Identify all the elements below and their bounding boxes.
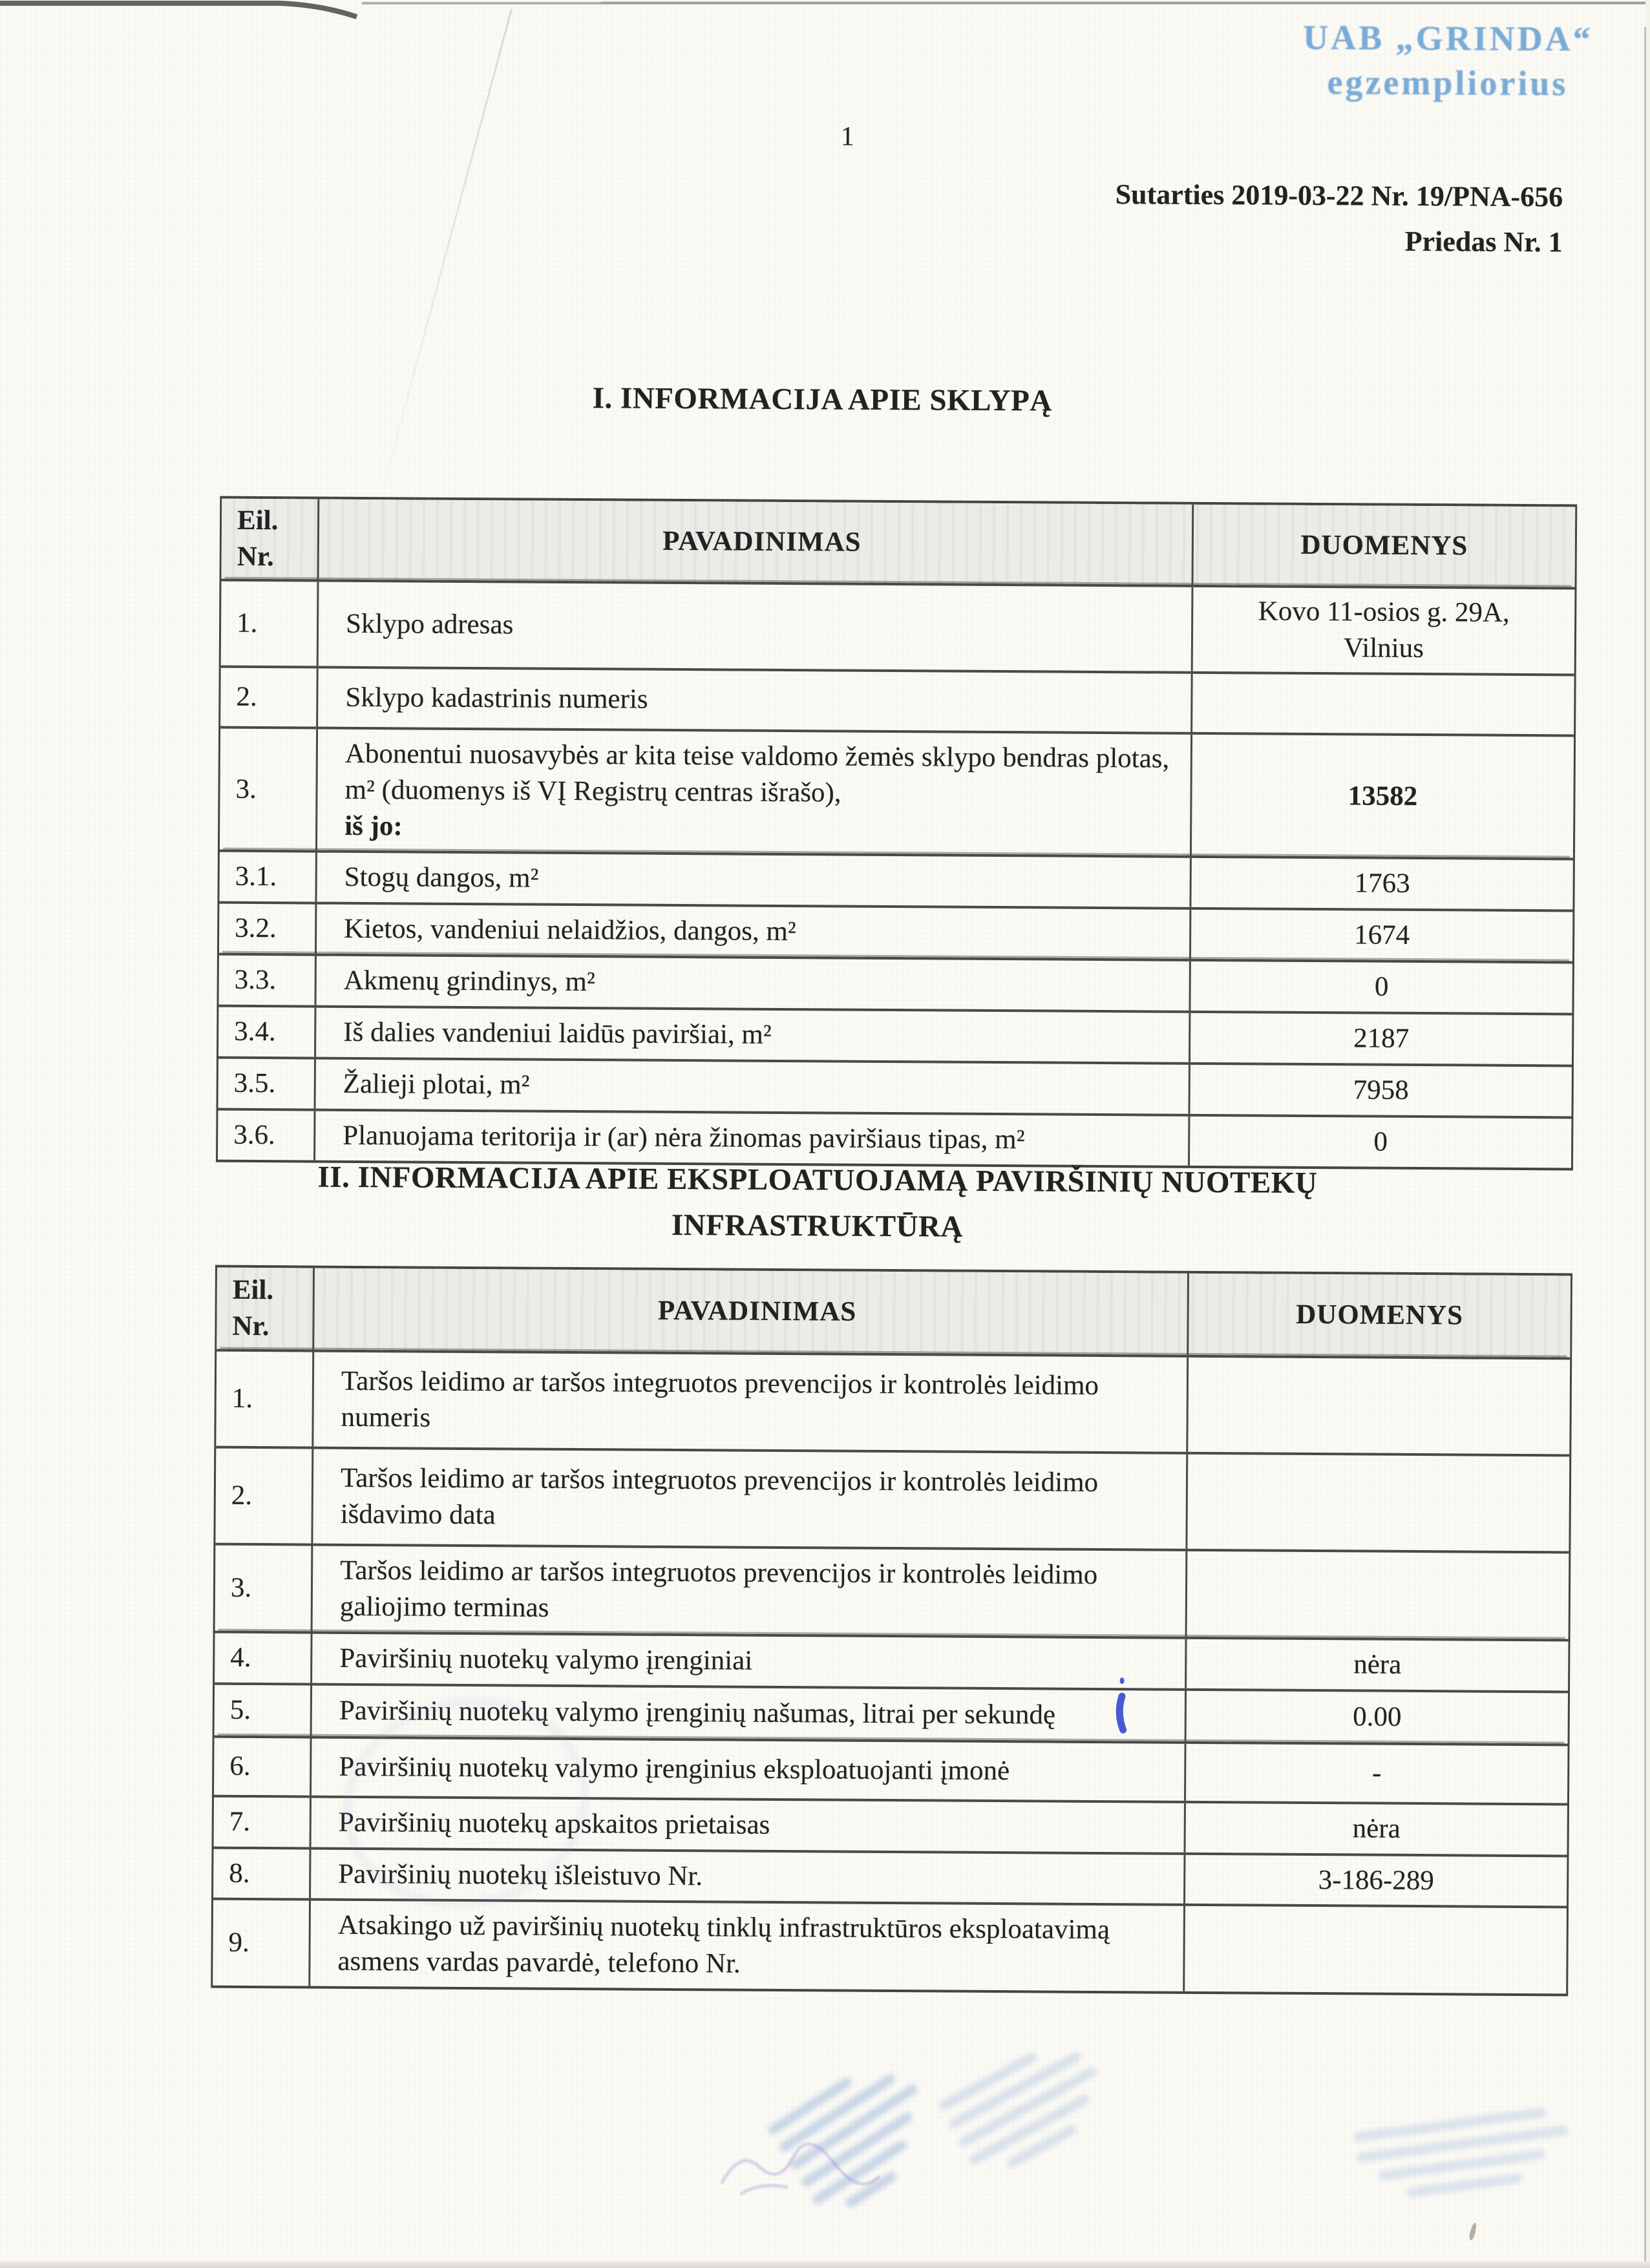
row-value-cell bbox=[1191, 910, 1572, 961]
row-label: Paviršinių nuotekų valymo įrenginius eksploatuojanti įmonė bbox=[339, 1751, 1010, 1786]
header-pavadinimas: PAVADINIMAS bbox=[312, 1268, 1189, 1355]
annex-number-line: Priedas Nr. 1 bbox=[1404, 226, 1563, 258]
bleed-through-stamp-text bbox=[1351, 2094, 1575, 2215]
row-label: Sklypo kadastrinis numeris bbox=[345, 682, 648, 715]
row-label-cell bbox=[311, 1546, 1188, 1637]
row-label: Paviršinių nuotekų valymo įrenginių našumas, litrai per sekundę bbox=[339, 1695, 1056, 1730]
row-value-cell bbox=[1191, 858, 1572, 909]
header-duomenys: DUOMENYS bbox=[1300, 529, 1468, 562]
row-number-cell: 2. bbox=[231, 1480, 253, 1511]
row-label: Paviršinių nuotekų apskaitos prietaisas bbox=[338, 1807, 770, 1840]
table-row bbox=[213, 1898, 1567, 1994]
table-row bbox=[220, 726, 1574, 857]
section2-title bbox=[138, 1153, 1496, 1253]
row-label: Sklypo adresas bbox=[345, 608, 514, 640]
row-number-cell: 9. bbox=[228, 1927, 250, 1958]
row-label: Paviršinių nuotekų išleistuvo Nr. bbox=[338, 1858, 703, 1891]
contract-number-line: Sutarties 2019-03-22 Nr. 19/PNA-656 bbox=[1115, 178, 1563, 213]
signature-bleed-through bbox=[715, 2134, 929, 2212]
row-value: nėra bbox=[1352, 1813, 1401, 1844]
row-label-cell bbox=[317, 582, 1194, 671]
table-row bbox=[218, 1056, 1572, 1117]
row-label-cell bbox=[316, 668, 1193, 731]
row-value-cell bbox=[1185, 1906, 1567, 1993]
row-number-cell: 5. bbox=[229, 1694, 251, 1725]
row-value: nėra bbox=[1353, 1649, 1402, 1680]
header-eil-nr: Eil. Nr. bbox=[232, 1274, 274, 1342]
table-row bbox=[219, 901, 1572, 961]
row-value-cell bbox=[1188, 1358, 1570, 1454]
row-value-cell bbox=[1192, 735, 1574, 858]
row-number-cell: 2. bbox=[236, 681, 257, 712]
row-value: 1763 bbox=[1354, 868, 1410, 899]
row-number-cell: 3.6. bbox=[233, 1119, 275, 1151]
table-row bbox=[221, 578, 1575, 673]
row-number-cell: 3. bbox=[230, 1572, 252, 1603]
row-value: 3-186-289 bbox=[1318, 1864, 1434, 1896]
scanner-right-edge bbox=[1644, 27, 1646, 2263]
row-label-cell bbox=[315, 905, 1191, 959]
stamp-line-1: UAB „GRINDA“ bbox=[1302, 17, 1593, 59]
page-number: 1 bbox=[840, 121, 854, 152]
row-label: Stogų dangos, m² bbox=[344, 862, 539, 894]
table-row bbox=[218, 1005, 1572, 1065]
row-value-cell bbox=[1190, 1013, 1572, 1064]
row-number-cell: 1. bbox=[236, 607, 258, 638]
stamp-line-2: egzempliorius bbox=[1327, 63, 1569, 103]
row-number-cell: 4. bbox=[230, 1642, 251, 1673]
scanner-bottom-edge bbox=[0, 2261, 1650, 2268]
row-value-cell bbox=[1190, 1065, 1571, 1116]
row-value: 7958 bbox=[1353, 1075, 1409, 1106]
row-number-cell: 6. bbox=[229, 1750, 251, 1781]
row-number-cell: 3.3. bbox=[234, 965, 277, 996]
row-label-cell bbox=[315, 853, 1191, 907]
table-row bbox=[215, 1543, 1569, 1639]
section2-title-line2: INFRASTRUKTŪRĄ bbox=[671, 1208, 964, 1244]
header-pavadinimas: PAVADINIMAS bbox=[317, 499, 1194, 585]
row-number-cell: 7. bbox=[229, 1806, 251, 1837]
table-header-row bbox=[222, 499, 1576, 587]
section1-title: I. INFORMACIJA APIE SKLYPĄ bbox=[592, 381, 1052, 418]
row-value: 0 bbox=[1374, 971, 1389, 1002]
row-number-cell: 3.5. bbox=[233, 1067, 276, 1099]
contract-reference bbox=[1115, 172, 1563, 266]
section2-title-line1: II. INFORMACIJA APIE EKSPLOATUOJAMĄ PAVIRŠINIŲ NUOTEKŲ bbox=[317, 1160, 1318, 1201]
row-value-cell bbox=[1193, 587, 1575, 674]
row-value-cell bbox=[1186, 1803, 1567, 1854]
row-label-cell bbox=[315, 729, 1192, 856]
row-value-cell bbox=[1187, 1639, 1568, 1690]
row-value-cell bbox=[1187, 1454, 1569, 1551]
table-row bbox=[216, 1349, 1570, 1454]
row-value: Kovo 11-osios g. 29A, Vilnius bbox=[1258, 596, 1510, 664]
row-label-bold: iš jo: bbox=[344, 810, 403, 841]
row-label: Akmenų grindinys, m² bbox=[343, 965, 595, 998]
row-label-cell bbox=[312, 1352, 1189, 1452]
row-number-cell: 8. bbox=[229, 1858, 250, 1889]
row-value: 0 bbox=[1373, 1126, 1388, 1157]
bleed-through-stamp-text bbox=[932, 2020, 1123, 2194]
row-number-cell: 3.4. bbox=[234, 1016, 276, 1047]
row-label-cell bbox=[311, 1449, 1188, 1549]
row-label-cell bbox=[314, 1060, 1190, 1114]
row-label: Taršos leidimo ar taršos integruotos prevencijos ir kontrolės leidimo galiojimo terminas bbox=[339, 1555, 1098, 1623]
row-value-cell bbox=[1192, 674, 1574, 735]
row-label: Atsakingo už paviršinių nuotekų tinklų infrastruktūros eksploatavimą asmens vardas pavardė, telefono Nr. bbox=[337, 1910, 1110, 1979]
row-label: Taršos leidimo ar taršos integruotos prevencijos ir kontrolės leidimo numeris bbox=[341, 1365, 1099, 1433]
row-value: - bbox=[1371, 1758, 1382, 1789]
row-label: Planuojama teritorija ir (ar) nėra žinomas paviršiaus tipas, m² bbox=[343, 1120, 1025, 1155]
row-label: Abonentui nuosavybės ar kita teise valdomo žemės sklypo bendras plotas, m² (duomenys iš VĮ Registrų centras išrašo), bbox=[344, 738, 1170, 808]
pen-speck bbox=[1468, 2222, 1478, 2241]
table-row bbox=[215, 1446, 1569, 1551]
header-duomenys: DUOMENYS bbox=[1296, 1299, 1464, 1331]
row-label-cell bbox=[314, 956, 1190, 1011]
row-label: Taršos leidimo ar taršos integruotos prevencijos ir kontrolės leidimo išdavimo data bbox=[340, 1462, 1099, 1531]
row-value-cell bbox=[1187, 1551, 1569, 1639]
table-row bbox=[215, 1630, 1568, 1690]
row-label-cell bbox=[310, 1633, 1187, 1688]
scan-right-margin bbox=[1645, 0, 1650, 2268]
row-value: 1674 bbox=[1354, 919, 1410, 951]
row-label: Paviršinių nuotekų valymo įrenginiai bbox=[339, 1643, 753, 1676]
row-number-cell: 1. bbox=[231, 1383, 253, 1414]
row-label: Žalieji plotai, m² bbox=[343, 1068, 530, 1100]
table-row bbox=[219, 953, 1572, 1013]
row-value: 13582 bbox=[1348, 780, 1418, 812]
row-number-cell: 3.2. bbox=[235, 913, 277, 944]
site-info-table bbox=[216, 496, 1577, 1171]
table-header-row bbox=[217, 1268, 1571, 1358]
company-ink-stamp bbox=[1303, 16, 1593, 107]
row-label: Kietos, vandeniui nelaidžios, dangos, m² bbox=[344, 914, 796, 947]
row-label-cell bbox=[314, 1008, 1190, 1062]
header-eil-nr: Eil. Nr. bbox=[237, 505, 279, 572]
row-label-cell bbox=[308, 1901, 1185, 1991]
row-label: Iš dalies vandeniui laidūs paviršiai, m² bbox=[343, 1016, 772, 1051]
blue-pen-mark bbox=[1113, 1675, 1133, 1734]
row-value-cell bbox=[1187, 1690, 1568, 1743]
row-value-cell bbox=[1186, 1743, 1568, 1803]
row-value-cell bbox=[1185, 1854, 1567, 1906]
table-row bbox=[220, 665, 1574, 734]
row-value-cell bbox=[1190, 961, 1572, 1013]
row-value: 2187 bbox=[1353, 1023, 1410, 1055]
row-number-cell: 3. bbox=[235, 773, 257, 804]
table-row bbox=[219, 850, 1572, 910]
row-number-cell: 3.1. bbox=[235, 861, 277, 892]
row-value: 0.00 bbox=[1353, 1701, 1402, 1732]
